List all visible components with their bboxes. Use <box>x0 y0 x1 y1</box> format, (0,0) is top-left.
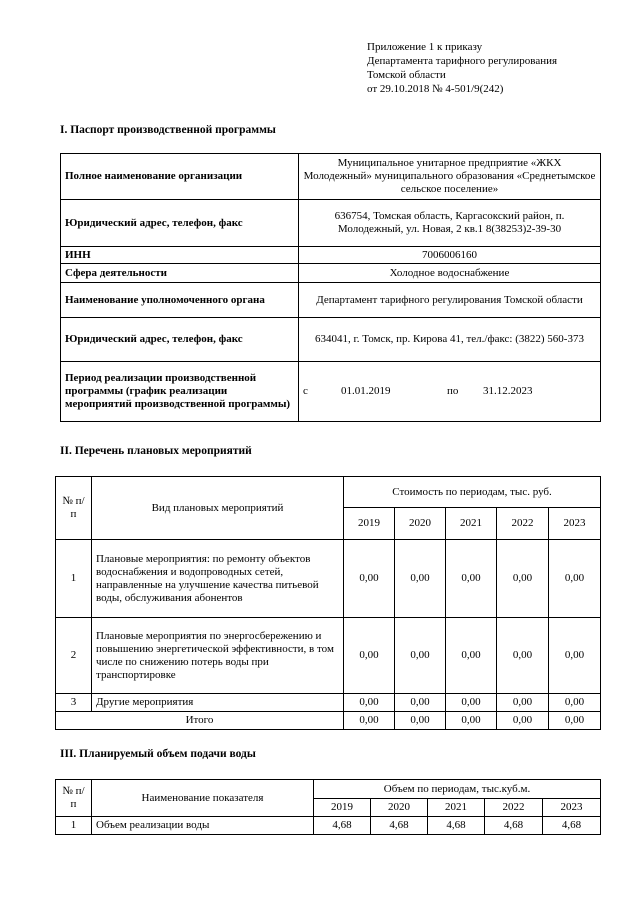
total-value: 0,00 <box>344 712 395 730</box>
table-row <box>56 618 601 694</box>
table-row <box>61 247 601 264</box>
table-row <box>61 362 601 422</box>
row-value: 0,00 <box>497 540 549 618</box>
row-num: 3 <box>56 694 92 712</box>
section2-title: II. Перечень плановых мероприятий <box>60 445 252 457</box>
row-num: 1 <box>56 540 92 618</box>
row-value: 0,00 <box>549 694 601 712</box>
year-header: 2020 <box>371 799 428 817</box>
activities-table <box>55 476 601 730</box>
table-row <box>61 318 601 362</box>
table-row <box>61 283 601 318</box>
col-cost-header: Стоимость по периодам, тыс. руб. <box>344 477 601 508</box>
row-value: 0,00 <box>395 540 446 618</box>
row-value: Муниципальное унитарное предприятие «ЖКХ Молодежный» муниципального образования «Среднетымское сельское поселение» <box>299 154 601 200</box>
row-value: 0,00 <box>395 694 446 712</box>
period-from-date: 01.01.2019 <box>341 385 391 397</box>
col-num-header: № п/п <box>56 477 92 540</box>
row-value: 4,68 <box>485 817 543 835</box>
row-label: Наименование уполномоченного органа <box>61 283 299 318</box>
row-num: 2 <box>56 618 92 694</box>
table-header-row <box>56 477 601 508</box>
water-volume-table <box>55 779 601 835</box>
row-value: 0,00 <box>446 540 497 618</box>
row-value: 4,68 <box>371 817 428 835</box>
total-value: 0,00 <box>497 712 549 730</box>
period-to-word: по <box>447 385 459 397</box>
year-header: 2021 <box>446 508 497 540</box>
row-value: 636754, Томская область, Каргасокский район, п. Молодежный, ул. Новая, 2 кв.1 8(38253)2-39-30 <box>299 200 601 247</box>
row-value: Холодное водоснабжение <box>299 264 601 283</box>
row-num: 1 <box>56 817 92 835</box>
row-label: Юридический адрес, телефон, факс <box>61 200 299 247</box>
col-name-header: Наименование показателя <box>92 780 314 817</box>
row-value: 0,00 <box>344 694 395 712</box>
row-value: 7006006160 <box>299 247 601 264</box>
passport-table <box>60 153 601 422</box>
total-value: 0,00 <box>549 712 601 730</box>
year-header: 2022 <box>497 508 549 540</box>
row-value: 0,00 <box>446 618 497 694</box>
appendix-line: Приложение 1 к приказу <box>367 41 483 53</box>
col-num-header: № п/п <box>56 780 92 817</box>
row-name: Плановые мероприятия по энергосбережению и повышению энергетической эффективности, в том числе по снижению потерь воды при транспортировке <box>92 618 344 694</box>
year-header: 2019 <box>344 508 395 540</box>
row-value: 0,00 <box>344 618 395 694</box>
row-value: 4,68 <box>428 817 485 835</box>
year-header: 2019 <box>314 799 371 817</box>
table-row <box>56 540 601 618</box>
col-volume-header: Объем по периодам, тыс.куб.м. <box>314 780 601 799</box>
row-name: Объем реализации воды <box>92 817 314 835</box>
row-value: 0,00 <box>344 540 395 618</box>
row-value: 0,00 <box>549 540 601 618</box>
period-from-word: с <box>303 385 308 397</box>
total-label: Итого <box>56 712 344 730</box>
row-label: ИНН <box>61 247 299 264</box>
table-header-row <box>56 780 601 799</box>
table-row <box>61 200 601 247</box>
table-row <box>56 694 601 712</box>
appendix-line: Департамента тарифного регулирования <box>367 55 558 67</box>
row-label: Полное наименование организации <box>61 154 299 200</box>
table-row <box>61 264 601 283</box>
period-value <box>299 362 601 422</box>
appendix-line: от 29.10.2018 № 4-501/9(242) <box>367 83 504 95</box>
row-value: 0,00 <box>395 618 446 694</box>
period-label: Период реализации производственной программы (график реализации мероприятий производственной программы) <box>61 362 299 422</box>
row-label: Юридический адрес, телефон, факс <box>61 318 299 362</box>
row-label: Сфера деятельности <box>61 264 299 283</box>
period-to-date: 31.12.2023 <box>483 385 533 397</box>
row-value: 4,68 <box>543 817 601 835</box>
total-row <box>56 712 601 730</box>
appendix-line: Томской области <box>367 69 446 81</box>
table-row <box>61 154 601 200</box>
section1-title: I. Паспорт производственной программы <box>60 124 276 136</box>
row-name: Другие мероприятия <box>92 694 344 712</box>
year-header: 2022 <box>485 799 543 817</box>
section3-title: III. Планируемый объем подачи воды <box>60 748 256 760</box>
row-value: 4,68 <box>314 817 371 835</box>
year-header: 2021 <box>428 799 485 817</box>
row-value: 0,00 <box>497 694 549 712</box>
row-value: 0,00 <box>549 618 601 694</box>
row-value: 0,00 <box>446 694 497 712</box>
row-value: 0,00 <box>497 618 549 694</box>
table-row <box>56 817 601 835</box>
col-name-header: Вид плановых мероприятий <box>92 477 344 540</box>
total-value: 0,00 <box>446 712 497 730</box>
year-header: 2020 <box>395 508 446 540</box>
row-name: Плановые мероприятия: по ремонту объектов водоснабжения и водопроводных сетей, направленные на улучшение качества питьевой воды, обслуживания абонентов <box>92 540 344 618</box>
appendix-header <box>367 40 557 96</box>
row-value: Департамент тарифного регулирования Томской области <box>299 283 601 318</box>
row-value: 634041, г. Томск, пр. Кирова 41, тел./факс: (3822) 560-373 <box>299 318 601 362</box>
year-header: 2023 <box>543 799 601 817</box>
total-value: 0,00 <box>395 712 446 730</box>
year-header: 2023 <box>549 508 601 540</box>
